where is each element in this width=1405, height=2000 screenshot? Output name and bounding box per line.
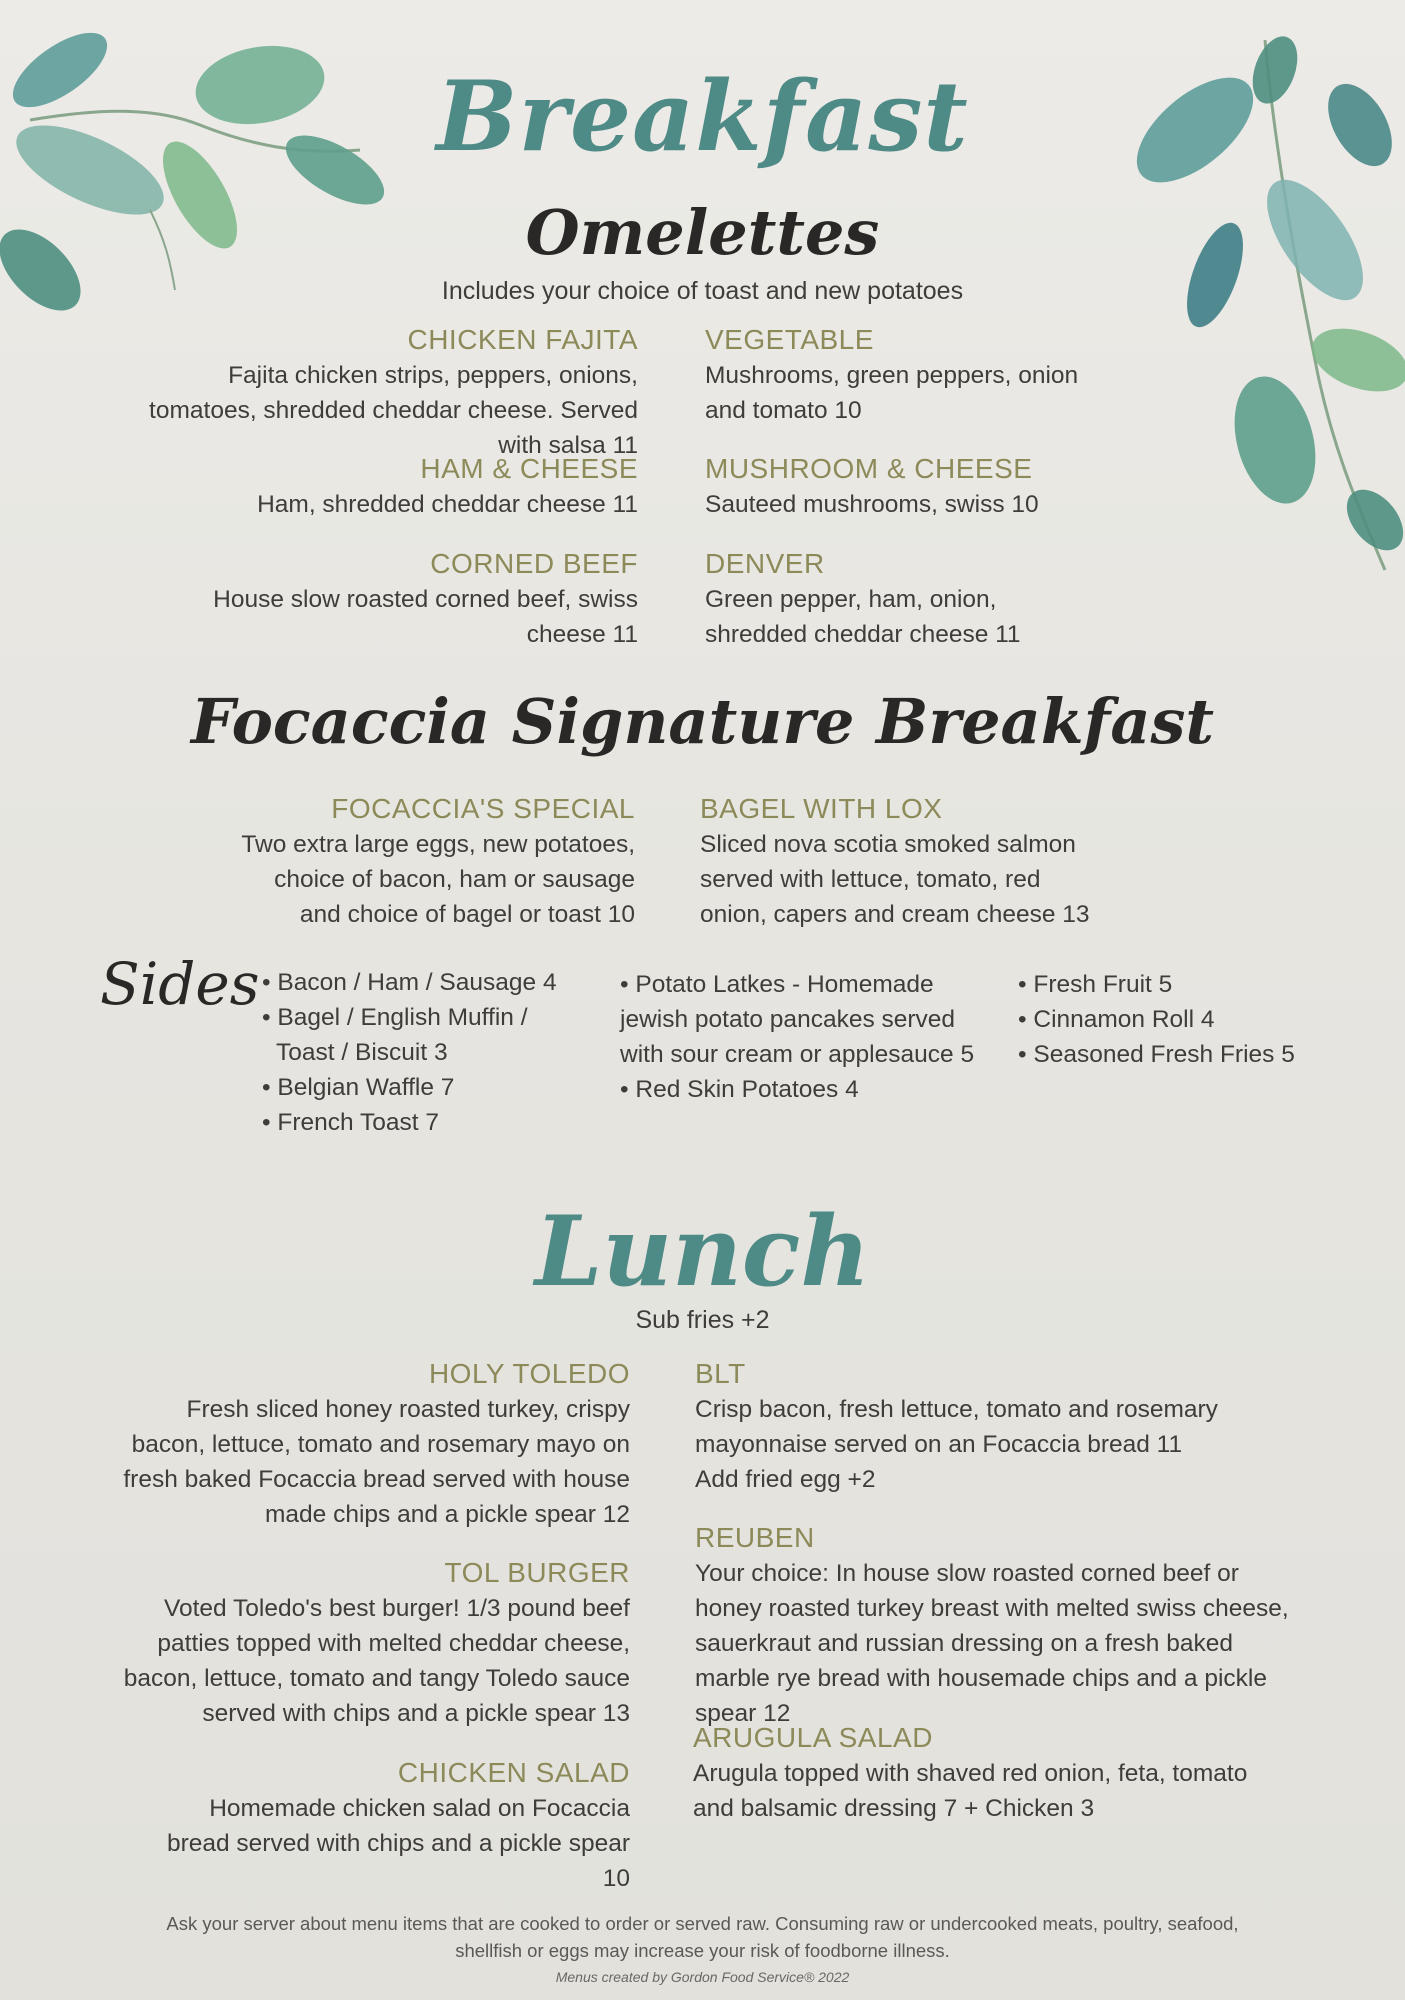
- item-description: Sauteed mushrooms, swiss 10: [705, 491, 1039, 518]
- side-item: • Red Skin Potatoes 4: [620, 1076, 859, 1103]
- food-safety-notice: Ask your server about menu items that are cooked to order or served raw. Consuming raw or undercooked meats, poultry, seafood, shellfish or eggs may increase your risk of foodborne illness.: [166, 1913, 1239, 1961]
- omelettes-title: Omelettes: [525, 196, 880, 269]
- item-name: CHICKEN SALAD: [397, 1757, 630, 1788]
- item-name: BLT: [695, 1358, 746, 1389]
- menu-item-focaccias-special: [235, 791, 635, 932]
- item-description: Voted Toledo's best burger! 1/3 pound beef patties topped with melted cheddar cheese, bacon, lettuce, tomato and tangy Toledo sauce served with chips and a pickle spear 13: [123, 1595, 630, 1727]
- lunch-title: Lunch: [534, 1195, 871, 1308]
- item-description: Sliced nova scotia smoked salmon served with lettuce, tomato, red onion, capers and cream cheese 13: [700, 831, 1090, 928]
- menu-item-denver: [705, 546, 1105, 652]
- side-item: • Potato Latkes - Homemade: [620, 971, 934, 998]
- item-description: Your choice: In house slow roasted corned beef or honey roasted turkey breast with melted swiss cheese, sauerkraut and russian dressing on a fresh baked marble rye bread with housemade chips and a pickle spear 12: [695, 1560, 1289, 1727]
- footer: [0, 1910, 1405, 1991]
- sides-column-1: [262, 965, 557, 1140]
- menu-item-arugula-salad: [693, 1720, 1253, 1826]
- item-name: CHICKEN FAJITA: [407, 324, 638, 355]
- item-description: Crisp bacon, fresh lettuce, tomato and rosemary mayonnaise served on an Focaccia bread 11: [695, 1396, 1218, 1458]
- item-name: TOL BURGER: [444, 1557, 630, 1588]
- item-name: MUSHROOM & CHEESE: [705, 453, 1033, 484]
- menu-item-vegetable: [705, 322, 1105, 428]
- item-name: ARUGULA SALAD: [693, 1722, 933, 1753]
- item-name: DENVER: [705, 548, 825, 579]
- item-description: Two extra large eggs, new potatoes, choice of bacon, ham or sausage and choice of bagel or toast 10: [241, 831, 635, 928]
- sides-title: Sides: [100, 950, 260, 1018]
- menu-item-reuben: [695, 1520, 1295, 1731]
- menu-item-blt: [695, 1356, 1225, 1497]
- menu-item-holy-toledo: [110, 1356, 630, 1532]
- item-name: CORNED BEEF: [430, 548, 638, 579]
- item-description: Mushrooms, green peppers, onion and tomato 10: [705, 362, 1079, 424]
- menu-item-chicken-salad: [160, 1755, 630, 1896]
- item-name: HAM & CHEESE: [420, 453, 638, 484]
- item-name: HOLY TOLEDO: [428, 1358, 630, 1389]
- menu-item-chicken-fajita: [118, 322, 638, 463]
- menu-item-bagel-with-lox: [700, 791, 1100, 932]
- side-item: with sour cream or applesauce 5: [620, 1041, 975, 1068]
- item-addon: Add fried egg +2: [695, 1466, 876, 1493]
- item-name: BAGEL WITH LOX: [700, 793, 943, 824]
- item-description: House slow roasted corned beef, swiss cheese 11: [213, 586, 638, 648]
- side-item: Toast / Biscuit 3: [276, 1039, 448, 1066]
- item-description: Green pepper, ham, onion, shredded cheddar cheese 11: [705, 586, 1021, 648]
- sides-column-3: [1018, 967, 1295, 1072]
- side-item: • French Toast 7: [262, 1109, 439, 1136]
- menu-credit: Menus created by Gordon Food Service® 2022: [555, 1969, 850, 1985]
- signature-breakfast-title: Focaccia Signature Breakfast: [190, 685, 1215, 758]
- item-name: FOCACCIA'S SPECIAL: [331, 793, 635, 824]
- side-item: • Belgian Waffle 7: [262, 1074, 455, 1101]
- side-item: • Seasoned Fresh Fries 5: [1018, 1041, 1295, 1068]
- item-description: Arugula topped with shaved red onion, feta, tomato and balsamic dressing 7 + Chicken 3: [693, 1760, 1248, 1822]
- lunch-subtitle: Sub fries +2: [635, 1306, 770, 1334]
- menu-item-corned-beef: [170, 546, 638, 652]
- item-description: Ham, shredded cheddar cheese 11: [257, 491, 638, 518]
- item-description: Fresh sliced honey roasted turkey, crispy bacon, lettuce, tomato and rosemary mayo on fresh baked Focaccia bread served with house made chips and a pickle spear 12: [123, 1396, 630, 1528]
- item-name: VEGETABLE: [705, 324, 874, 355]
- menu-item-mushroom-cheese: [705, 451, 1105, 522]
- side-item: • Bagel / English Muffin /: [262, 1004, 528, 1031]
- item-name: REUBEN: [695, 1522, 815, 1553]
- sides-column-2: [620, 967, 974, 1107]
- side-item: • Fresh Fruit 5: [1018, 971, 1173, 998]
- item-description: Fajita chicken strips, peppers, onions, tomatoes, shredded cheddar cheese. Served with salsa 11: [149, 362, 638, 459]
- menu-item-ham-cheese: [118, 451, 638, 522]
- omelettes-subtitle: Includes your choice of toast and new potatoes: [441, 277, 964, 305]
- item-description: Homemade chicken salad on Focaccia bread served with chips and a pickle spear 10: [166, 1795, 630, 1892]
- side-item: • Cinnamon Roll 4: [1018, 1006, 1215, 1033]
- breakfast-title: Breakfast: [436, 60, 969, 173]
- side-item: • Bacon / Ham / Sausage 4: [262, 969, 557, 996]
- menu-item-tol-burger: [110, 1555, 630, 1731]
- side-item: jewish potato pancakes served: [620, 1006, 956, 1033]
